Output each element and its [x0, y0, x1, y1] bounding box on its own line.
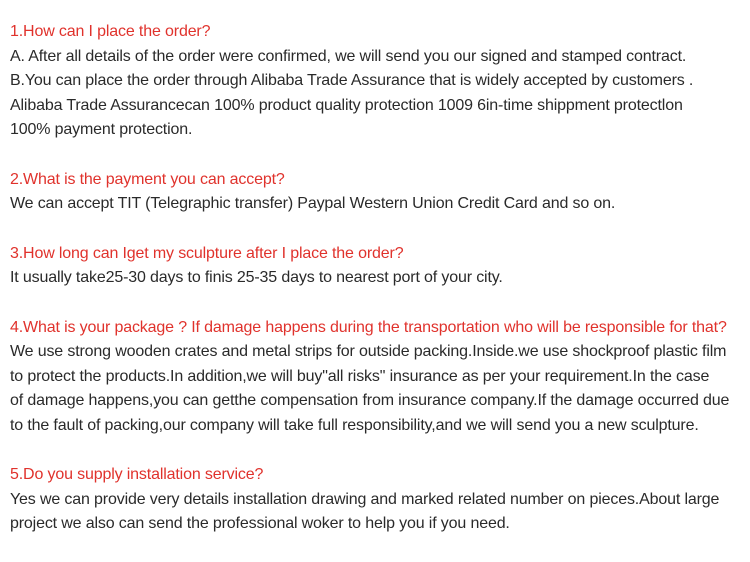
faq-answer — [10, 340, 742, 438]
faq-answer-line: A. After all details of the order were confirmed, we will send you our signed and stamped contract. — [10, 47, 687, 65]
faq-answer-line: We can accept TIT (Telegraphic transfer) Paypal Western Union Credit Card and so on. — [10, 195, 616, 212]
faq-answer-line: B.You can place the order through Alibaba Trade Assurance that is widely accepted by customers . — [10, 72, 694, 89]
faq-answer — [10, 45, 742, 143]
faq-item — [10, 242, 742, 291]
faq-item — [10, 316, 742, 439]
faq-answer — [10, 192, 742, 217]
faq-question: 5.Do you supply installation service? — [10, 466, 264, 483]
faq-answer-line: Yes we can provide very details installation drawing and marked related number on pieces.About large — [10, 490, 720, 508]
faq-answer-line: We use strong wooden crates and metal strips for outside packing.Inside.we use shockproof plastic film — [10, 343, 727, 360]
faq-answer — [10, 488, 742, 537]
faq-item — [10, 20, 742, 143]
faq-item — [10, 168, 742, 217]
faq-answer-line: project we also can send the professional woker to help you if you need. — [10, 515, 510, 532]
faq-answer-line: to protect the products.In addition,we will buy"all risks" insurance as per your requirement.In the case — [10, 367, 710, 385]
faq-question: 4.What is your package ? If damage happens during the transportation who will be responsible for that? — [10, 318, 727, 336]
faq-answer-line: of damage happens,you can getthe compensation from insurance company.If the damage occurred due — [10, 392, 730, 409]
faq-answer-line: to the fault of packing,our company will take full responsibility,and we will send you a new sculpture. — [10, 416, 699, 434]
faq-question: 3.How long can Iget my sculpture after I place the order? — [10, 244, 404, 262]
faq-question: 1.How can I place the order? — [10, 23, 211, 40]
faq-answer-line: It usually take25-30 days to finis 25-35 days to nearest port of your city. — [10, 269, 503, 286]
faq-answer — [10, 266, 742, 291]
faq-question: 2.What is the payment you can accept? — [10, 170, 285, 188]
faq-list — [10, 20, 742, 537]
faq-item — [10, 463, 742, 537]
faq-answer-line: Alibaba Trade Assurancecan 100% product quality protection 1009 6in-time shippment protectlon — [10, 96, 683, 114]
faq-answer-line: 100% payment protection. — [10, 121, 193, 138]
